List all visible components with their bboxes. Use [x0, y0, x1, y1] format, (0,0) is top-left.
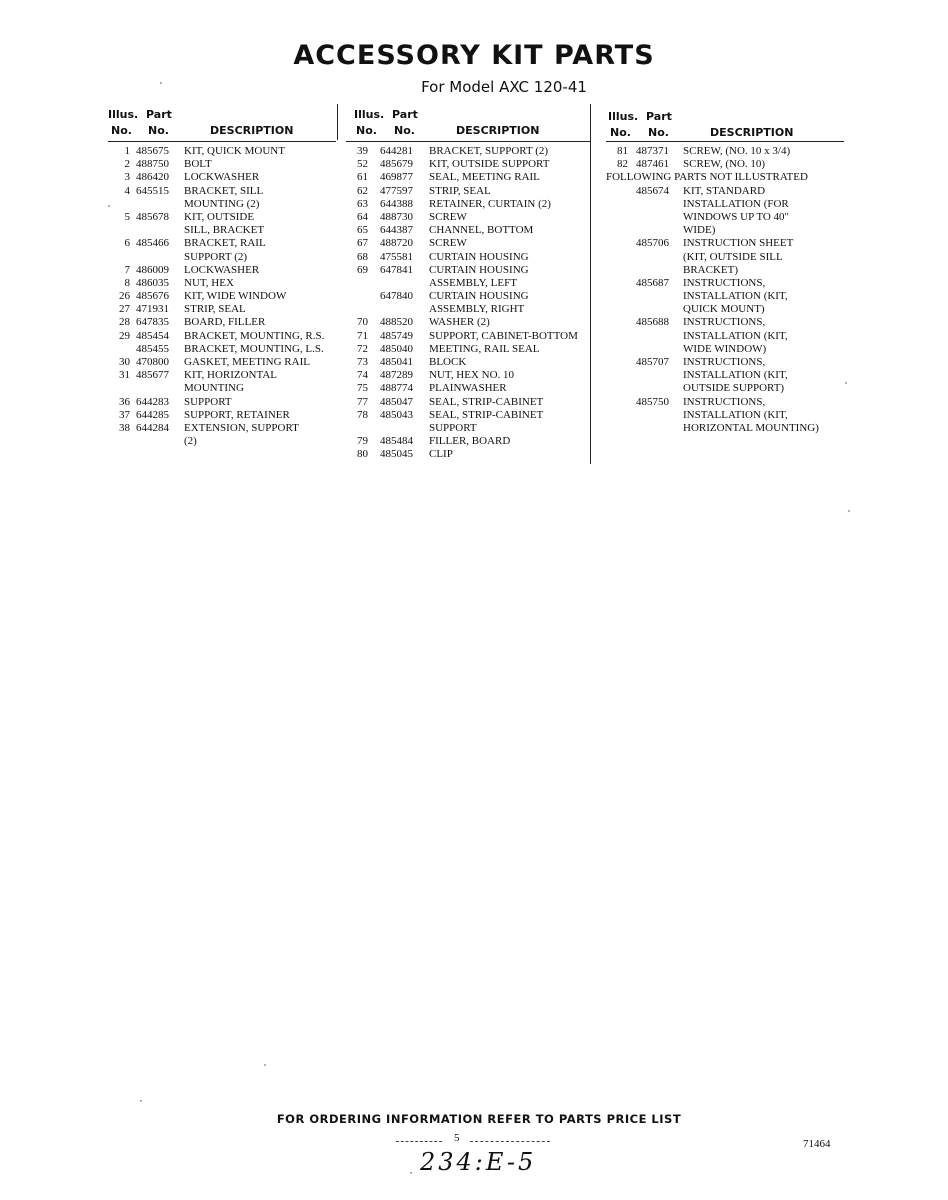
scan-speck [140, 1100, 142, 1102]
part-row [346, 409, 590, 422]
part-description: SUPPORT (2) [184, 250, 248, 263]
part-row [606, 422, 844, 435]
part-row [108, 185, 336, 198]
part-row [346, 237, 590, 250]
part-no: 644388 [380, 197, 413, 210]
parts-list [346, 145, 590, 462]
illus-no: 27 [119, 303, 130, 316]
part-description: QUICK MOUNT) [683, 303, 765, 316]
part-no: 470800 [136, 356, 169, 368]
header-rule [108, 141, 336, 142]
part-no: 488520 [380, 316, 413, 329]
part-description: CURTAIN HOUSING [429, 290, 529, 303]
part-row [606, 171, 844, 184]
column-divider [590, 104, 591, 464]
part-no: 487371 [636, 145, 669, 157]
part-no: 647840 [380, 290, 413, 303]
illus-no: 7 [124, 263, 130, 276]
part-no: 477597 [380, 184, 413, 197]
part-no: 485688 [636, 316, 669, 329]
part-no: 485040 [380, 342, 413, 355]
part-no: 488774 [380, 382, 413, 395]
part-description: KIT, OUTSIDE SUPPORT [429, 158, 550, 171]
part-row [606, 224, 844, 237]
part-no: 485041 [380, 356, 413, 368]
part-description: SCREW [429, 237, 467, 250]
part-no: 486035 [136, 276, 169, 289]
parts-list [108, 145, 336, 448]
part-description: BRACKET, SUPPORT (2) [429, 145, 549, 157]
scan-speck [845, 382, 847, 384]
part-description: STRIP, SEAL [184, 303, 246, 316]
header-description: DESCRIPTION [456, 124, 540, 137]
part-description: KIT, QUICK MOUNT [184, 145, 285, 157]
part-row [346, 396, 590, 409]
part-row [606, 264, 844, 277]
part-row [346, 224, 590, 237]
part-no: 488720 [380, 237, 413, 250]
part-description: (2) [184, 435, 197, 448]
part-description: ASSEMBLY, RIGHT [429, 303, 525, 316]
part-row [606, 356, 844, 369]
part-description: STRIP, SEAL [429, 184, 491, 197]
part-description: ASSEMBLY, LEFT [429, 276, 517, 289]
part-no: 644284 [136, 421, 169, 434]
illus-no: 31 [119, 369, 130, 382]
part-description: MEETING, RAIL SEAL [429, 342, 540, 355]
part-no: 644285 [136, 408, 169, 421]
illus-no: 71 [357, 329, 368, 342]
part-row [346, 158, 590, 171]
part-row [606, 277, 844, 290]
header-description: DESCRIPTION [210, 124, 294, 137]
header-part-no: No. [394, 124, 415, 137]
part-description: (KIT, OUTSIDE SILL [683, 250, 783, 263]
part-no: 644281 [380, 145, 413, 157]
part-description: BRACKET, MOUNTING, L.S. [184, 342, 324, 355]
part-description: MOUNTING [184, 382, 244, 395]
part-description: WINDOWS UP TO 40" [683, 210, 790, 223]
part-description: SUPPORT, CABINET-BOTTOM [429, 329, 578, 342]
scan-speck [848, 510, 850, 512]
part-row [606, 382, 844, 395]
part-row [108, 369, 336, 382]
header-no: No. [356, 124, 377, 137]
part-no: 475581 [380, 250, 413, 263]
part-row [108, 198, 336, 211]
part-no: 485678 [136, 210, 169, 223]
illus-no: 77 [357, 395, 368, 408]
part-row [346, 435, 590, 448]
part-description: CHANNEL, BOTTOM [429, 224, 534, 237]
part-description: GASKET, MEETING RAIL [184, 356, 310, 368]
part-description: INSTRUCTIONS, [683, 395, 766, 408]
illus-no: 67 [357, 237, 368, 250]
part-no: 485674 [636, 184, 669, 197]
header-no: No. [610, 126, 631, 139]
part-row [606, 237, 844, 250]
part-no: 485676 [136, 290, 169, 303]
part-description: SEAL, STRIP-CABINET [429, 408, 544, 421]
scan-speck [410, 1172, 412, 1174]
illus-no: 68 [357, 250, 368, 263]
page-number: 5 [454, 1132, 460, 1144]
part-row [346, 277, 590, 290]
illus-no: 65 [357, 224, 368, 237]
part-description: INSTRUCTION SHEET [683, 237, 794, 250]
parts-column-2 [346, 108, 590, 462]
part-row [346, 343, 590, 356]
page-number-rule-right [470, 1141, 550, 1142]
parts-list [606, 145, 844, 435]
header-rule [606, 141, 844, 142]
part-no: 485677 [136, 369, 169, 382]
illus-no: 82 [617, 158, 628, 171]
ordering-info-footer: FOR ORDERING INFORMATION REFER TO PARTS PRICE LIST [276, 1112, 682, 1126]
header-illus: Illus. [354, 108, 385, 121]
part-row [346, 369, 590, 382]
scan-speck [160, 82, 162, 84]
illus-no: 36 [119, 395, 130, 408]
part-description: RETAINER, CURTAIN (2) [429, 197, 551, 210]
illus-no: 26 [119, 290, 130, 303]
part-row [346, 316, 590, 329]
part-row [606, 158, 844, 171]
header-part: Part [646, 110, 672, 123]
part-row [606, 303, 844, 316]
illus-no: 30 [119, 356, 130, 368]
parts-column-1 [108, 108, 336, 448]
illus-no: 39 [357, 145, 368, 157]
part-row [606, 211, 844, 224]
part-row [346, 264, 590, 277]
part-description: KIT, HORIZONTAL [184, 369, 278, 382]
part-description: SCREW, (NO. 10 x 3/4) [683, 145, 791, 157]
part-row [606, 185, 844, 198]
part-description: INSTRUCTIONS, [683, 316, 766, 329]
part-no: 485749 [380, 329, 413, 342]
illus-no: 52 [357, 158, 368, 171]
part-description: HORIZONTAL MOUNTING) [683, 421, 819, 434]
part-description: SILL, BRACKET [184, 224, 265, 237]
illus-no: 29 [119, 329, 130, 342]
part-no: 485043 [380, 408, 413, 421]
part-description: SCREW, (NO. 10) [683, 158, 766, 171]
part-no: 485047 [380, 395, 413, 408]
part-row [606, 369, 844, 382]
part-description: CURTAIN HOUSING [429, 250, 529, 263]
header-part-no: No. [648, 126, 669, 139]
illus-no: 64 [357, 210, 368, 223]
part-row [606, 330, 844, 343]
part-row [108, 382, 336, 395]
part-description: PLAINWASHER [429, 382, 507, 395]
part-row [346, 356, 590, 369]
header-part: Part [392, 108, 418, 121]
part-row [346, 382, 590, 395]
page-title: ACCESSORY KIT PARTS [293, 40, 655, 71]
scan-speck [264, 1064, 266, 1066]
illus-no: 4 [124, 184, 130, 197]
column-divider [337, 104, 338, 140]
part-description: SEAL, MEETING RAIL [429, 171, 540, 184]
part-row [606, 343, 844, 356]
illus-no: 28 [119, 316, 130, 329]
column-header [606, 108, 844, 142]
part-description: KIT, WIDE WINDOW [184, 290, 287, 303]
part-no: 485454 [136, 329, 169, 342]
part-row [346, 198, 590, 211]
illus-no: 73 [357, 356, 368, 368]
part-description: BOLT [184, 158, 212, 171]
column-header [108, 108, 336, 142]
part-no: 645515 [136, 184, 169, 197]
part-no: 485707 [636, 356, 669, 368]
part-description: INSTALLATION (KIT, [683, 329, 788, 342]
part-description: BOARD, FILLER [184, 316, 266, 329]
part-description: FILLER, BOARD [429, 435, 511, 448]
part-row [108, 316, 336, 329]
page-number-rule-left [396, 1141, 442, 1142]
part-row [346, 448, 590, 461]
part-no: 485679 [380, 158, 413, 171]
part-description: LOCKWASHER [184, 171, 260, 184]
illus-no: 74 [357, 369, 368, 382]
part-no: 486420 [136, 171, 169, 184]
illus-no: 75 [357, 382, 368, 395]
handwritten-note: 234:E-5 [420, 1148, 537, 1176]
part-no: 471931 [136, 303, 169, 316]
part-row [108, 343, 336, 356]
column-header [346, 108, 590, 142]
illus-no: 70 [357, 316, 368, 329]
part-no: 485466 [136, 237, 169, 250]
part-description: BRACKET, MOUNTING, R.S. [184, 329, 325, 342]
part-row [606, 198, 844, 211]
part-description: SEAL, STRIP-CABINET [429, 395, 544, 408]
part-no: 487461 [636, 158, 669, 171]
model-subtitle: For Model AXC 120-41 [421, 78, 587, 96]
part-no: 485687 [636, 276, 669, 289]
illus-no: 61 [357, 171, 368, 184]
part-row [108, 171, 336, 184]
part-row [108, 251, 336, 264]
illus-no: 69 [357, 263, 368, 276]
illus-no: 72 [357, 342, 368, 355]
illus-no: 6 [124, 237, 130, 250]
part-description: KIT, OUTSIDE [184, 210, 255, 223]
part-row [108, 422, 336, 435]
parts-column-3 [606, 108, 844, 435]
part-row [606, 251, 844, 264]
part-row [108, 145, 336, 158]
illus-no: 3 [124, 171, 130, 184]
part-row [108, 303, 336, 316]
part-description: BRACKET) [683, 263, 738, 276]
part-row [346, 422, 590, 435]
part-row [108, 264, 336, 277]
part-row [108, 330, 336, 343]
part-row [108, 211, 336, 224]
part-no: 486009 [136, 263, 169, 276]
part-row [346, 290, 590, 303]
part-description: SCREW [429, 210, 467, 223]
part-no: 647835 [136, 316, 169, 329]
part-row [606, 290, 844, 303]
part-description: WASHER (2) [429, 316, 490, 329]
part-row [346, 211, 590, 224]
part-no: 469877 [380, 171, 413, 184]
part-description: SUPPORT, RETAINER [184, 408, 290, 421]
part-no: 644283 [136, 395, 169, 408]
part-description: EXTENSION, SUPPORT [184, 421, 299, 434]
part-row [346, 251, 590, 264]
illus-no: 81 [617, 145, 628, 157]
illus-no: 1 [124, 145, 130, 157]
illus-no: 62 [357, 184, 368, 197]
header-part-no: No. [148, 124, 169, 137]
part-row [606, 145, 844, 158]
part-description: SUPPORT [429, 421, 477, 434]
part-description: NUT, HEX NO. 10 [429, 369, 515, 382]
part-description: BRACKET, SILL [184, 184, 264, 197]
part-no: 485706 [636, 237, 669, 250]
part-description: INSTRUCTIONS, [683, 356, 766, 368]
illus-no: 63 [357, 197, 368, 210]
part-description: BLOCK [429, 356, 467, 368]
part-description: WIDE) [683, 224, 716, 237]
part-row [108, 356, 336, 369]
part-description: OUTSIDE SUPPORT) [683, 382, 785, 395]
part-row [346, 330, 590, 343]
part-row [108, 290, 336, 303]
part-description: SUPPORT [184, 395, 232, 408]
part-row [108, 396, 336, 409]
part-row [346, 145, 590, 158]
part-row [108, 435, 336, 448]
part-description: KIT, STANDARD [683, 184, 766, 197]
header-description: DESCRIPTION [710, 126, 794, 139]
scan-speck [108, 205, 110, 207]
part-row [606, 316, 844, 329]
part-no: 485045 [380, 448, 413, 461]
part-description: INSTALLATION (FOR [683, 197, 789, 210]
part-no: 485750 [636, 395, 669, 408]
part-description: WIDE WINDOW) [683, 342, 767, 355]
part-row [108, 277, 336, 290]
header-part: Part [146, 108, 172, 121]
part-description: INSTALLATION (KIT, [683, 408, 788, 421]
part-no: 485455 [136, 342, 169, 355]
part-no: 485484 [380, 435, 413, 448]
part-row [108, 158, 336, 171]
part-row [606, 396, 844, 409]
part-description: CLIP [429, 448, 453, 461]
part-description: INSTRUCTIONS, [683, 276, 766, 289]
header-illus: Illus. [108, 108, 139, 121]
part-row [606, 409, 844, 422]
illus-no: 38 [119, 421, 130, 434]
illus-no: 5 [124, 210, 130, 223]
part-description: INSTALLATION (KIT, [683, 369, 788, 382]
header-rule [346, 141, 590, 142]
part-no: 488750 [136, 158, 169, 171]
part-row [346, 185, 590, 198]
illus-no: 78 [357, 408, 368, 421]
section-note: FOLLOWING PARTS NOT ILLUSTRATED [606, 171, 808, 184]
document-number: 71464 [803, 1138, 831, 1150]
illus-no: 79 [357, 435, 368, 448]
part-no: 647841 [380, 263, 413, 276]
illus-no: 37 [119, 408, 130, 421]
part-no: 644387 [380, 224, 413, 237]
part-row [346, 303, 590, 316]
illus-no: 8 [124, 276, 130, 289]
illus-no: 2 [124, 158, 130, 171]
part-no: 485675 [136, 145, 169, 157]
part-description: LOCKWASHER [184, 263, 260, 276]
illus-no: 80 [357, 448, 368, 461]
part-description: BRACKET, RAIL [184, 237, 266, 250]
part-row [108, 409, 336, 422]
part-description: MOUNTING (2) [184, 197, 260, 210]
part-description: NUT, HEX [184, 276, 234, 289]
part-row [108, 224, 336, 237]
header-illus: Illus. [608, 110, 639, 123]
part-row [108, 237, 336, 250]
part-no: 487289 [380, 369, 413, 382]
part-row [346, 171, 590, 184]
part-description: INSTALLATION (KIT, [683, 290, 788, 303]
header-no: No. [111, 124, 132, 137]
part-description: CURTAIN HOUSING [429, 263, 529, 276]
part-no: 488730 [380, 210, 413, 223]
